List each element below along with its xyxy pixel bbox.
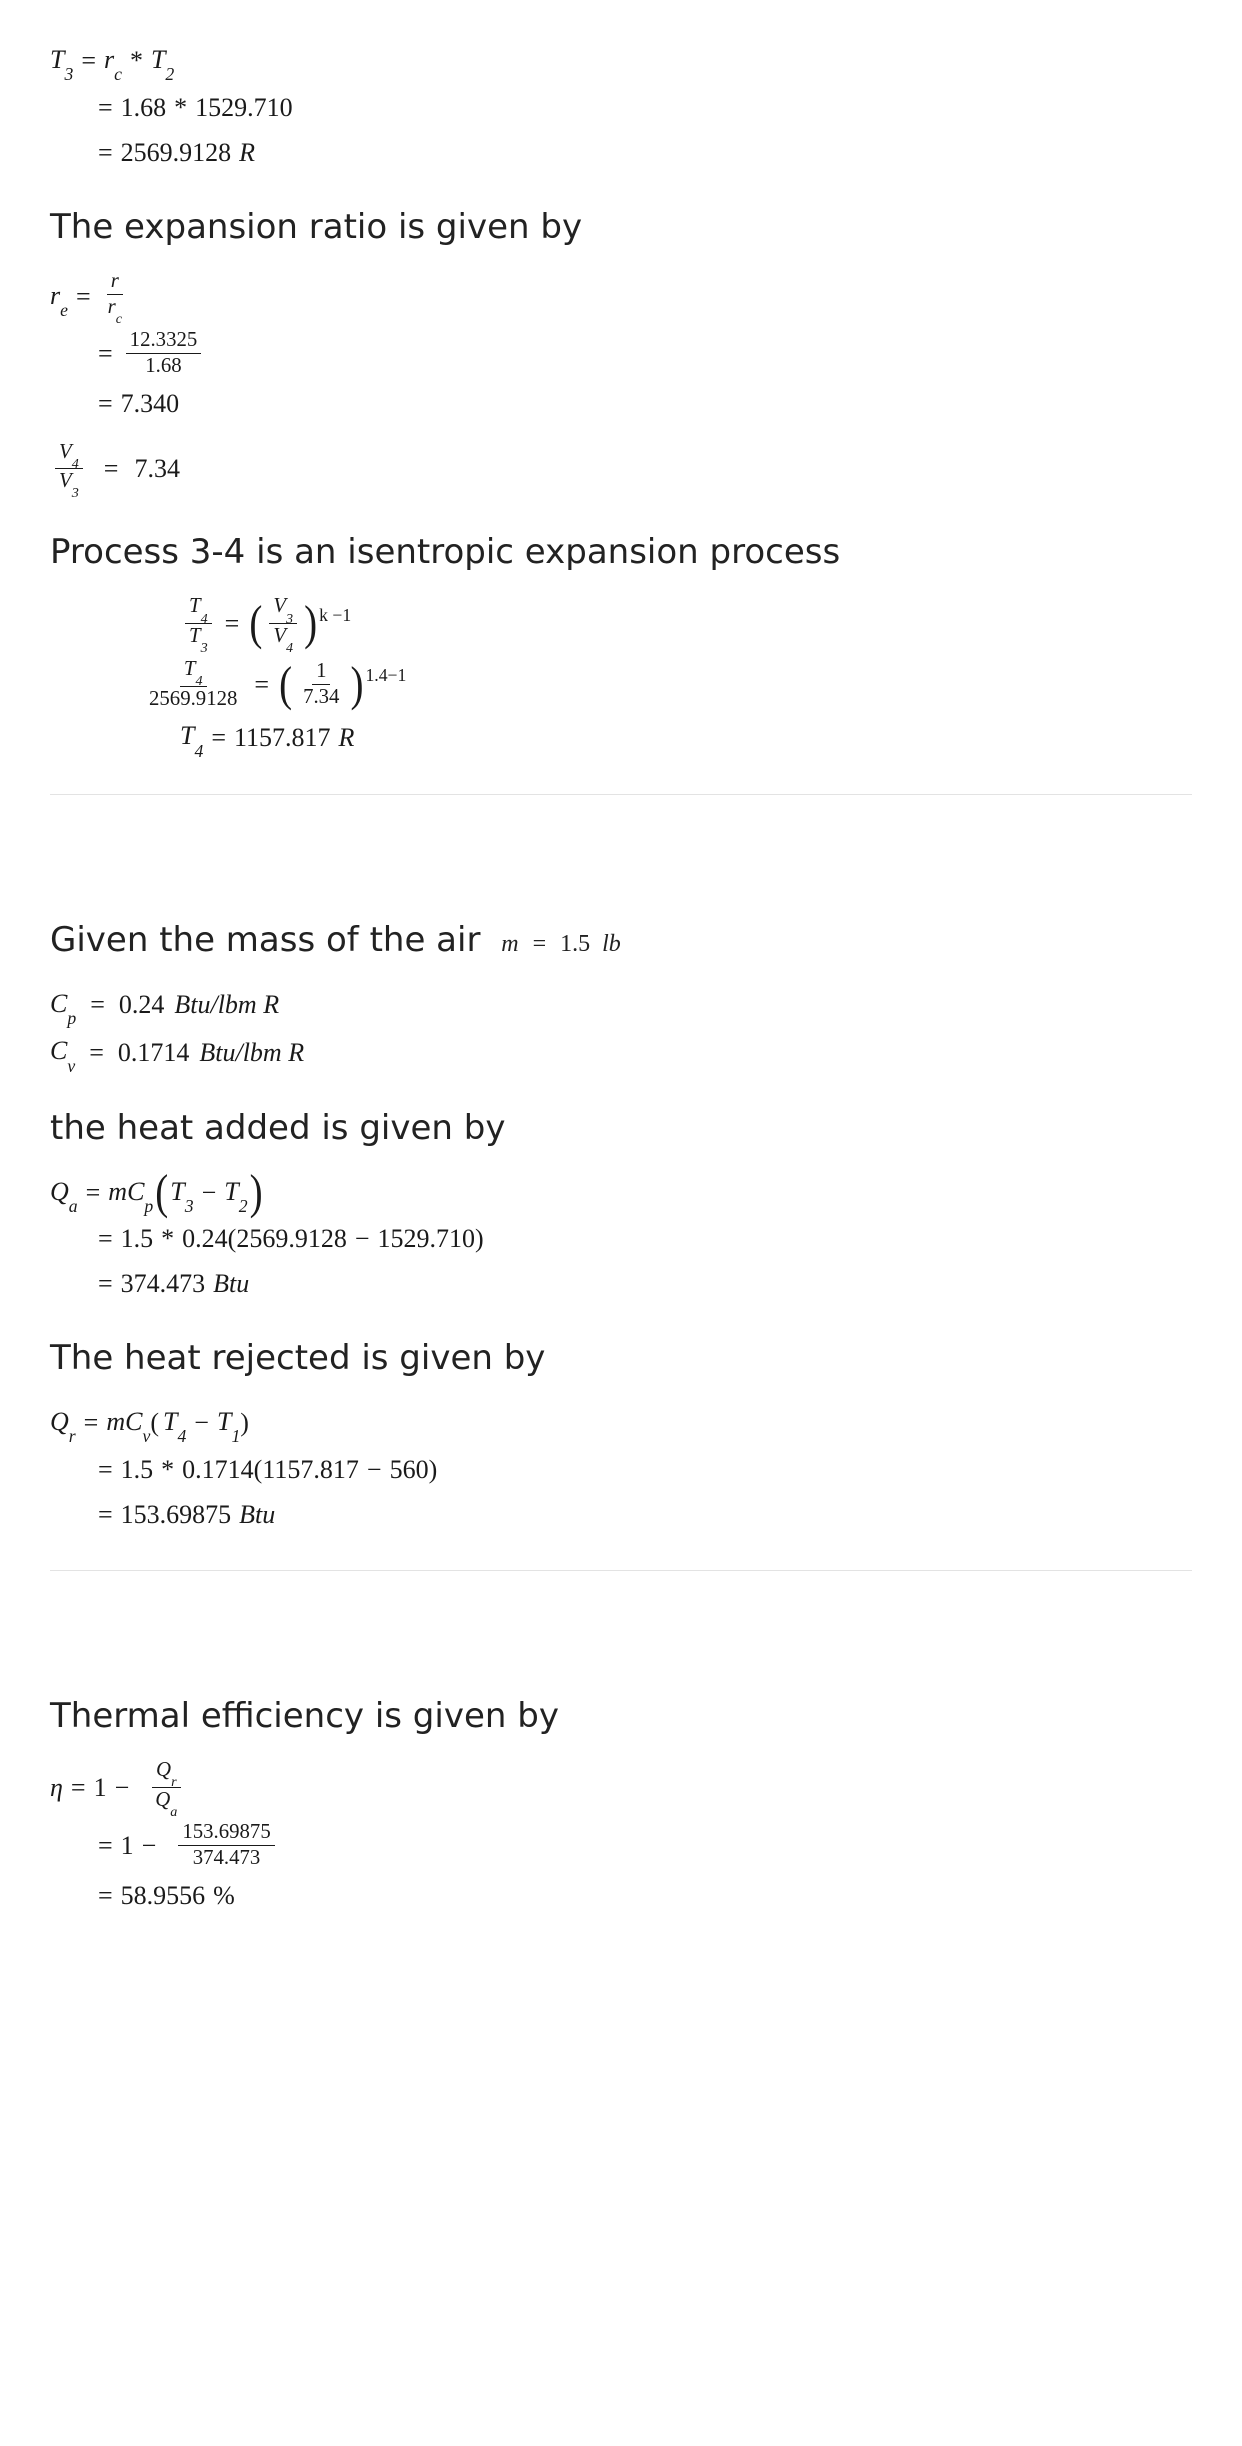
rc-symbol: $r_c$ [103, 45, 122, 85]
t3-calculation-block [50, 40, 1192, 172]
t4-symbol: $T_4$ [162, 1406, 187, 1447]
value-re: 7.340 [120, 388, 180, 418]
math-line-qa-substitution [50, 1219, 1192, 1258]
fraction-denominator: 2569.9128 [149, 686, 238, 710]
fraction-numerator: $T_4$ [185, 595, 212, 624]
math-line-v4-over-v3 [50, 439, 1192, 502]
fraction-qr-over-qa [151, 1758, 181, 1820]
heading-given-mass [50, 919, 1192, 962]
value-cp: 0.24 [182, 1224, 228, 1254]
fraction-one-over-re [299, 660, 343, 709]
value-t2: 1529.710 [377, 1224, 476, 1254]
minus-sign: − [141, 1831, 157, 1861]
minus-sign: − [194, 1408, 209, 1438]
math-line-efficiency-result [50, 1876, 1192, 1915]
math-line-qr-result [50, 1495, 1192, 1534]
minus-sign: − [366, 1454, 382, 1484]
fraction-t4-over-t3 [185, 594, 212, 657]
equals-sign: = [98, 338, 113, 368]
times-sign: * [129, 46, 143, 76]
expansion-ratio-block [50, 270, 1192, 422]
open-paren: ( [227, 1224, 237, 1254]
unit-percent: % [213, 1881, 235, 1911]
eta-symbol: η [50, 1772, 63, 1802]
value-qr: 153.69875 [120, 1499, 232, 1529]
unit-m: lb [602, 931, 621, 958]
heading-expansion-ratio: The expansion ratio is given by [50, 206, 583, 247]
fraction-denominator: $V_4$ [273, 624, 294, 657]
value-cp: 0.24 [118, 990, 165, 1020]
heading-thermal-efficiency: Thermal efficiency is given by [50, 1695, 559, 1736]
isentropic-expansion-block [50, 594, 1192, 761]
t4-symbol: $T_4$ [180, 721, 204, 761]
math-line-t3-result [50, 133, 1192, 172]
fraction-numerator: $V_4$ [55, 441, 83, 470]
equals-sign: = [532, 931, 547, 958]
unit-qa: Btu [213, 1269, 250, 1299]
equals-sign: = [98, 1831, 113, 1861]
equals-sign: = [75, 282, 91, 311]
fraction-denominator: $T_3$ [189, 624, 208, 657]
equals-sign: = [98, 92, 113, 122]
fraction-denominator: 7.34 [303, 684, 340, 708]
close-paren: ) [428, 1454, 438, 1484]
exponent-value: 1.4−1 [365, 665, 407, 686]
fraction-denominator: 1.68 [145, 353, 182, 377]
mass-value-math [501, 931, 621, 957]
thermal-efficiency-block [50, 1759, 1192, 1915]
value-t4: 1157.817 [233, 722, 331, 752]
fraction-numerator: r [107, 270, 123, 295]
right-paren: ) [350, 657, 364, 711]
value-cv: 0.1714 [182, 1454, 254, 1484]
value-m: 1.5 [120, 1454, 154, 1484]
heat-rejected-block [50, 1402, 1192, 1534]
math-line-qa-result [50, 1264, 1192, 1303]
fraction-numerator: $V_3$ [269, 595, 297, 624]
minus-sign: − [114, 1772, 130, 1802]
t3-symbol: $T_3$ [50, 45, 74, 85]
unit-qr: Btu [239, 1499, 276, 1529]
equals-sign: = [224, 609, 240, 639]
math-line-qr-definition [50, 1402, 1192, 1447]
fraction-denominator: $r_c$ [107, 295, 123, 328]
fraction-numerator: 12.3325 [126, 329, 202, 354]
left-paren: ( [155, 1165, 169, 1220]
value-t3: 2569.9128 [236, 1224, 347, 1254]
math-line-re-substitution [50, 329, 1192, 378]
times-sign: * [161, 1224, 175, 1254]
math-line-re-result [50, 384, 1192, 423]
equals-sign: = [98, 1499, 113, 1529]
faded-placeholder-text [50, 829, 1192, 885]
t2-symbol: $T_2$ [224, 1176, 248, 1216]
m-symbol: m [501, 931, 519, 958]
math-line-qr-substitution [50, 1450, 1192, 1489]
heading-isentropic-expansion: Process 3-4 is an isentropic expansion process [50, 531, 841, 572]
equals-sign: = [98, 137, 113, 167]
fraction-denominator: $Q_a$ [155, 1787, 178, 1820]
fraction-numerator: $Q_r$ [152, 1759, 181, 1788]
fraction-qr-qa-values [178, 1821, 274, 1870]
equals-sign: = [89, 1037, 104, 1067]
heading-heat-added: the heat added is given by [50, 1108, 506, 1149]
equals-sign: = [98, 1224, 113, 1254]
equals-sign: = [254, 669, 270, 699]
equals-sign: = [98, 388, 113, 418]
value-qa: 374.473 [120, 1269, 206, 1299]
section-divider [50, 794, 1192, 795]
math-line-temp-ratio-substitution [50, 658, 1192, 711]
open-paren: ( [150, 1408, 159, 1438]
value-one: 1 [120, 1831, 134, 1861]
cv-symbol: $C_v$ [50, 1036, 76, 1076]
close-paren: ) [240, 1408, 249, 1438]
math-line-t4-result [50, 716, 1192, 761]
left-paren: ( [279, 657, 293, 711]
t3-symbol: $T_3$ [170, 1176, 194, 1216]
value-rc: 1.68 [120, 92, 167, 122]
fraction-numerator: $T_4$ [180, 658, 207, 687]
mcv-symbol: $mC_v$ [106, 1406, 151, 1447]
right-paren: ) [304, 596, 318, 651]
equals-sign: = [81, 46, 96, 76]
unit-cp: Btu/lbm R [174, 990, 280, 1020]
volume-ratio-block [50, 439, 1192, 502]
value-t1: 560 [389, 1454, 429, 1484]
left-paren: ( [249, 596, 263, 651]
equals-sign: = [70, 1772, 86, 1802]
fraction-v4-over-v3 [55, 439, 83, 502]
t2-symbol: $T_2$ [150, 45, 175, 85]
value-cv: 0.1714 [117, 1037, 190, 1067]
exponent-k-minus-1: k −1 [319, 604, 352, 625]
equals-sign: = [98, 1454, 113, 1484]
equals-sign: = [98, 1881, 113, 1911]
minus-sign: − [201, 1177, 217, 1207]
minus-sign: − [354, 1224, 370, 1254]
times-sign: * [161, 1454, 175, 1484]
math-line-efficiency-substitution [50, 1821, 1192, 1870]
heat-added-block [50, 1165, 1192, 1304]
right-paren: ) [249, 1165, 263, 1220]
unit-t3: R [239, 137, 256, 167]
equals-sign: = [85, 1177, 101, 1207]
heading-given-mass-text: Given the mass of the air [50, 920, 481, 961]
qr-symbol: $Q_r$ [50, 1406, 76, 1447]
heading-heat-rejected: The heat rejected is given by [50, 1338, 546, 1379]
math-line-t3-definition [50, 40, 1192, 85]
equals-sign: = [98, 1269, 113, 1299]
re-symbol: $r_e$ [50, 280, 68, 321]
specific-heats-block [50, 984, 1192, 1076]
equals-sign: = [83, 1408, 99, 1438]
fraction-numerator: 153.69875 [178, 1821, 274, 1846]
fraction-denominator: 374.473 [192, 1846, 261, 1870]
fraction-denominator: $V_3$ [59, 469, 79, 502]
equals-sign: = [103, 454, 119, 484]
close-paren: ) [475, 1224, 484, 1254]
qa-symbol: $Q_a$ [50, 1176, 78, 1216]
fraction-v3-over-v4 [269, 594, 297, 657]
mcp-symbol: $mC_p$ [108, 1176, 154, 1216]
value-m: 1.5 [120, 1224, 154, 1254]
fraction-r-over-rc [104, 269, 126, 328]
value-m: 1.5 [560, 931, 591, 958]
t1-symbol: $T_1$ [216, 1406, 241, 1447]
fraction-numerator: 1 [312, 660, 330, 685]
math-line-temp-ratio-definition [50, 594, 1192, 657]
math-line-cp [50, 984, 1192, 1029]
math-line-t3-substitution [50, 88, 1192, 127]
value-t2: 1529.710 [195, 92, 293, 122]
value-efficiency: 58.9556 [120, 1881, 206, 1911]
times-sign: * [174, 92, 188, 122]
equals-sign: = [211, 722, 226, 752]
value-t3: 2569.9128 [120, 137, 232, 167]
value-one: 1 [93, 1772, 107, 1802]
value-t4: 1157.817 [262, 1454, 359, 1484]
open-paren: ( [253, 1454, 263, 1484]
value-v4-over-v3: 7.34 [134, 454, 180, 484]
fraction-r-values [126, 329, 202, 378]
equals-sign: = [90, 990, 105, 1020]
unit-t4: R [338, 722, 355, 752]
unit-cv: Btu/lbm R [199, 1037, 305, 1067]
math-line-re-definition [50, 269, 1192, 328]
fraction-t4-over-value [145, 658, 241, 711]
math-line-cv [50, 1031, 1192, 1076]
math-line-qa-definition [50, 1165, 1192, 1220]
cp-symbol: $C_p$ [50, 988, 77, 1029]
math-line-efficiency-definition [50, 1758, 1192, 1820]
faded-placeholder-text [50, 1605, 1192, 1661]
section-divider [50, 1570, 1192, 1571]
